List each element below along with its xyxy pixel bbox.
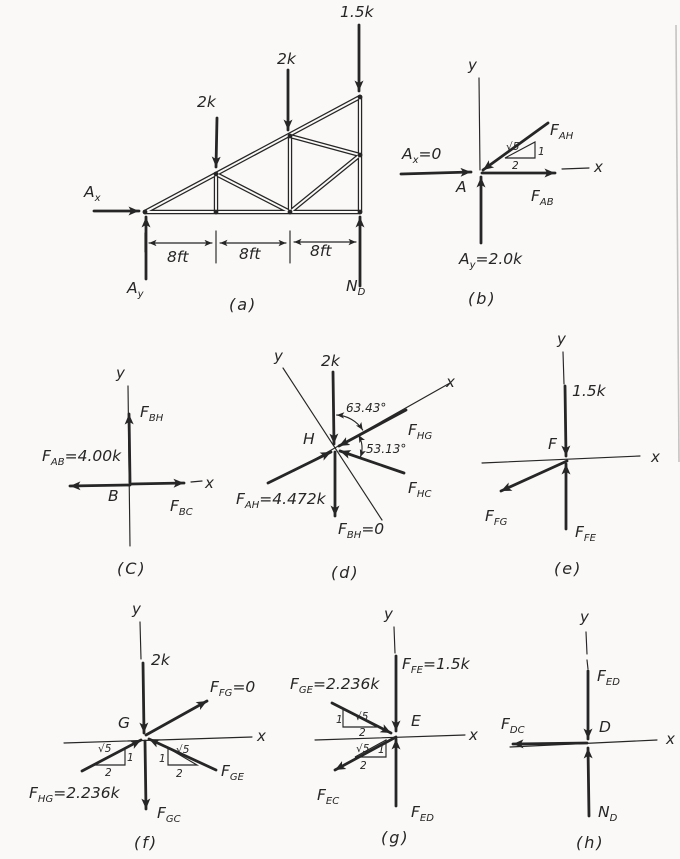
c-x-label: x (205, 474, 214, 492)
g-x-label: x (469, 726, 478, 744)
load-label-2k-mid: 2k (277, 50, 296, 68)
b-fah-label: $F_{AH}$ (550, 121, 574, 142)
diagram-f-joint-g (29, 600, 266, 852)
caption-e: (e) (554, 559, 583, 578)
g-tri-top-run: 2 (359, 727, 366, 739)
c-fbc-label: $F_{BC}$ (170, 497, 193, 518)
diagram-c-joint-b (42, 364, 214, 578)
d-x-label: x (446, 373, 455, 391)
f-tri-right-run: 2 (176, 768, 183, 780)
d-fhg-label: $F_{HG}$ (408, 421, 433, 442)
d-angle-arc-bottom (359, 435, 362, 457)
f-ffg-label: $F_{FG}=0$ (210, 678, 256, 699)
f-x-label: x (257, 727, 266, 745)
g-fge-label: $F_{GE}=2.236k$ (290, 675, 380, 696)
c-fbh-label: $F_{BH}$ (140, 403, 164, 424)
caption-h: (h) (576, 833, 605, 852)
b-x-axis-dash (562, 168, 589, 169)
g-fed-label: $F_{ED}$ (411, 803, 434, 824)
e-ffg-arrow (501, 461, 567, 491)
f-joint-label: G (118, 714, 131, 732)
e-ffe-label: $F_{FE}$ (575, 523, 596, 544)
e-y-axis (563, 352, 564, 384)
f-tri-left-rise: 1 (127, 752, 134, 764)
reaction-label-ay: $A_y$ (127, 279, 144, 300)
g-y-axis (394, 627, 395, 653)
c-x-axis-dash (191, 481, 202, 482)
b-ay-label: $A_y=2.0k$ (459, 250, 523, 271)
f-fhg-label: $F_{HG}=2.236k$ (29, 784, 120, 805)
load-arrow-2k-left (216, 118, 217, 167)
dim-label-1: 8ft (167, 248, 189, 266)
g-tri-bottom-hyp: √5 (356, 743, 370, 755)
caption-d: (d) (331, 563, 360, 582)
d-fhc-label: $F_{HC}$ (408, 479, 432, 500)
f-fge-label: $F_{GE}$ (221, 762, 244, 783)
e-joint-label: F (548, 435, 557, 453)
d-angle-top-label: 63.43° (346, 401, 387, 415)
b-joint-label: A (456, 178, 467, 196)
d-joint-label: H (303, 430, 315, 448)
f-load-label: 2k (151, 651, 170, 669)
c-joint-label: B (108, 487, 119, 505)
b-x-label: x (594, 158, 603, 176)
f-fgc-label: $F_{GC}$ (157, 804, 181, 825)
diagram-b-joint-a (401, 56, 603, 308)
h-fdc-label: $F_{DC}$ (501, 715, 525, 736)
d-fah-label: $F_{AH}=4.472k$ (236, 490, 326, 511)
f-tri-left-hyp: √5 (98, 743, 112, 755)
f-load-arrow (143, 663, 144, 733)
g-y-label: y (384, 605, 393, 623)
diagram-e-joint-f (482, 330, 660, 578)
d-angle-bottom-label: 53.13° (366, 442, 407, 456)
load-label-1-5k: 1.5k (340, 3, 374, 21)
g-tri-bottom-rise: 1 (378, 744, 385, 756)
b-ax-arrow (401, 172, 471, 174)
reaction-label-ax: $A_x$ (84, 183, 101, 204)
b-tri-rise: 1 (538, 146, 545, 158)
e-y-label: y (557, 330, 566, 348)
e-x-label: x (651, 448, 660, 466)
diagram-h-joint-d (501, 608, 675, 852)
f-ffg-arrow (146, 701, 207, 735)
f-tri-right-rise: 1 (159, 753, 166, 765)
caption-b: (b) (468, 289, 497, 308)
d-fbh-label: $F_{BH}=0$ (338, 520, 385, 541)
caption-g: (g) (381, 828, 410, 847)
d-y-label: y (274, 347, 283, 365)
c-fbc-arrow (131, 483, 184, 484)
dim-label-2: 8ft (239, 245, 261, 263)
f-y-axis (140, 622, 141, 659)
b-fab-label: $F_{AB}$ (531, 187, 554, 208)
b-y-axis (479, 78, 480, 170)
f-tri-right-hyp: √5 (176, 744, 190, 756)
b-tri-run: 2 (512, 160, 519, 172)
d-fhg-arrow (339, 410, 406, 446)
h-nd-label: $N_D$ (598, 803, 618, 824)
dim-label-3: 8ft (310, 242, 332, 260)
h-fed-label: $F_{ED}$ (597, 667, 620, 688)
e-load-label: 1.5k (572, 382, 606, 400)
e-load-arrow (565, 386, 566, 456)
b-tri-hyp: √5 (506, 141, 520, 153)
h-x-label: x (666, 730, 675, 748)
page-edge-line (676, 25, 679, 462)
g-tri-top-hyp: √5 (355, 711, 369, 723)
b-y-label: y (468, 56, 477, 74)
d-load-arrow (333, 372, 334, 444)
f-y-label: y (132, 600, 141, 618)
c-fab-arrow (70, 485, 130, 486)
f-fgc-arrow (145, 741, 146, 809)
h-y-label: y (580, 608, 589, 626)
d-angle-arc-top (337, 415, 363, 430)
g-joint-label: E (411, 712, 421, 730)
h-joint-label: D (599, 718, 611, 736)
g-ffe-label: $F_{FE}=1.5k$ (402, 655, 470, 676)
load-label-2k-left: 2k (197, 93, 216, 111)
f-tri-left-run: 2 (105, 767, 112, 779)
caption-c: (C) (117, 559, 147, 578)
diagram-g-joint-e (290, 605, 478, 847)
c-fab-label: $F_{AB}=4.00k$ (42, 447, 122, 468)
g-tri-top-rise: 1 (336, 714, 343, 726)
h-nd-arrow (588, 748, 589, 816)
d-load-label: 2k (321, 352, 340, 370)
c-y-label: y (116, 364, 125, 382)
e-x-axis (482, 456, 640, 463)
b-ax-label: $A_x=0$ (402, 145, 442, 166)
e-ffg-label: $F_{FG}$ (485, 507, 508, 528)
h-fdc-arrow (513, 743, 587, 744)
diagram-a-truss (83, 3, 375, 314)
caption-a: (a) (229, 295, 258, 314)
caption-f: (f) (134, 833, 159, 852)
h-y-axis-dashes (586, 632, 588, 669)
d-fah-arrow (268, 452, 331, 483)
reaction-label-nd: $N_D$ (346, 277, 366, 298)
diagram-d-joint-h (236, 347, 455, 582)
g-fec-label: $F_{EC}$ (317, 786, 340, 807)
c-fbh-arrow (129, 414, 130, 482)
g-tri-bottom-run: 2 (360, 760, 367, 772)
